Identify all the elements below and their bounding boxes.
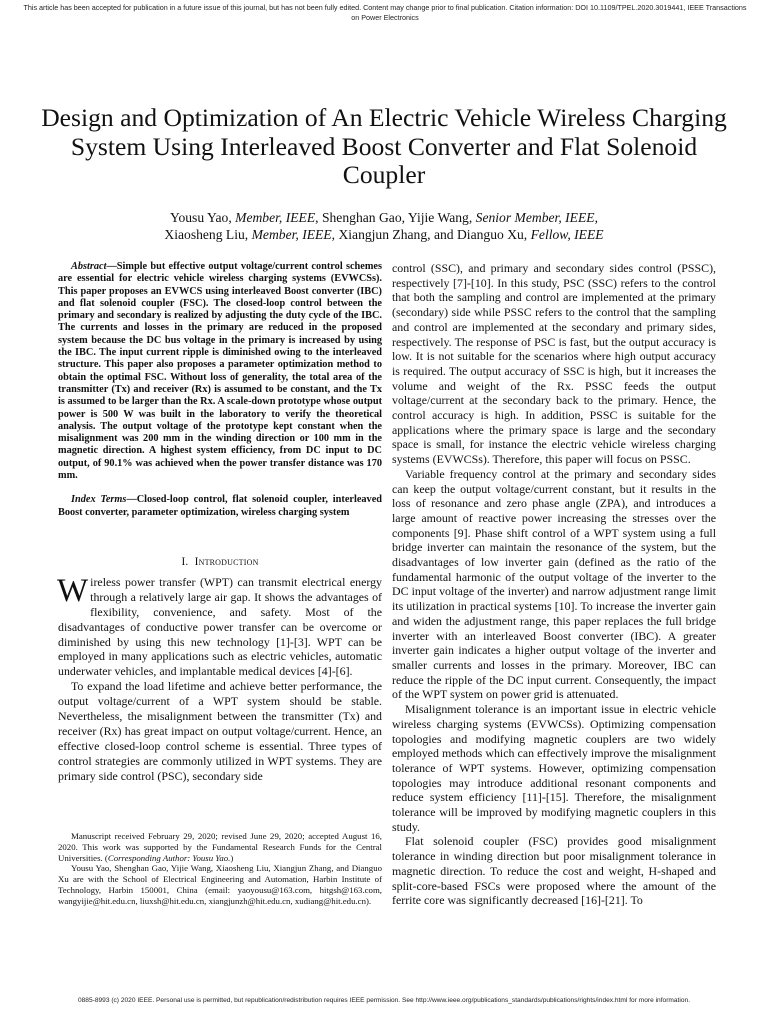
abstract-text: —Simple but effective output voltage/current control schemes are essential for electric vehicle wireless charging systems (EVWCSs). This paper proposes an EVWCS using interleaved Boost converter (IBC) and flat solenoid coupler (FSC). The closed-loop control between the primary and secondary is realized by adjusting the duty cycle of the IBC. The currents and losses in the primary are reduced in the proposed system because the DC bus voltage in the primary is increased by using the IBC. The input current ripple is diminished owing to the interleaved structure. This paper also proposes a parameter optimization method to obtain the optimal FSC. Without loss of generality, the total area of the transmitter (Tx) and receiver (Rx) is assumed to be constant, and the Tx is assumed to be larger than the Rx. A scale-down prototype whose output power is 500 W was built in the laboratory to verify the theoretical analysis. The output voltage of the prototype kept constant when the misalignment was 200 mm in the winding direction or 100 mm in the magnetic direction. A highest system efficiency, from DC input to DC output, of 90.1% was achieved when the power transfer distance was 170 mm. [58, 261, 382, 482]
footnote-text: Manuscript received February 29, 2020; revised June 29, 2020; accepted August 16, 2020. This work was supported by the Fundamental Research Funds for the Central Universities. ( [58, 831, 382, 863]
index-terms [58, 494, 382, 519]
body-paragraph-2: Variable frequency control at the primary and secondary sides can keep the output voltage/current constant, but it results in the loss of resonance and zero phase angle (ZPA), and introduces a large amount of reactive power increasing the stresses over the components [9]. Phase shift control of a WPT system using a full bridge inverter can maintain the resonance of the system, but the disadvantages of low inverter gain (defined as the ratio of the fundamental harmonic of the output voltage of the inverter to the DC input voltage of the inverter) and narrow adjustment range limit its utilization in practical systems [10]. To increase the inverter gain and widen the adjustment range, this paper replaces the full bridge inverter with an interleaved Boost converter (IBC). A greater inverter gain indicates a higher output voltage of the inverter and smaller currents and losses in the primary. Moreover, IBC can reduce the ripple of the DC input current. Consequently, the impact of the WPT system on power grid is attenuated. [392, 466, 716, 702]
author-name: Xiaosheng Liu, [164, 227, 252, 242]
author-separator: , [594, 210, 598, 225]
abstract-lead: Abstract [71, 261, 107, 272]
intro-paragraph-2: To expand the load lifetime and achieve better performance, the output voltage/current of a WPT system should be stable. Nevertheless, the misalignment between the transmitter (Tx) and receiver (Rx) has great impact on output voltage/current. Hence, an effective closed-loop control scheme is essential. Three types of control strategies are commonly utilized in WPT systems. They are primary side control (PSC), secondary side [58, 679, 382, 783]
section-title: Introduction [194, 555, 259, 568]
author-role: Member, IEEE [235, 210, 316, 225]
author-name: , Xiangjun Zhang, and Dianguo Xu, [331, 227, 531, 242]
manuscript-footnote [58, 831, 382, 863]
footnotes [58, 831, 382, 907]
footnote-text: ) [230, 852, 234, 863]
body-paragraph-1: control (SSC), and primary and secondary sides control (PSSC), respectively [7]-[10]. In this study, PSC (SSC) refers to the control that both the sampling and control are implemented at the primary (secondary) side while PSSC refers to the control that the sampling and control are implemented at the secondary and primary sides, respectively. The response of PSC is fast, but the output accuracy is low. It is not suitable for the scenarios where high output accuracy is required. The output accuracy of SSC is high, but it increases the volume and weight of the Rx. PSSC feeds the output voltage/current at the secondary back to the primary. Hence, the control accuracy is high. In addition, PSSC is suitable for the applications where the primary space is large and the secondary space is small, for instance the electric vehicle wireless charging systems (EVWCSs). Therefore, this paper will focus on PSSC. [392, 261, 716, 467]
paragraph-text: ireless power transfer (WPT) can transmit electrical energy through a relatively large air gap. It shows the advantages of flexibility, convenience, and safety. Most of the disadvantages of conductive power transfer can be overcome or diminished by using this new technology [1]-[3]. WPT can be employed in many applications such as electric vehicles, automatic underwater vehicles, and implantable medical devices [4]-[6]. [58, 574, 382, 679]
intro-paragraph-1 [57, 572, 382, 679]
right-column [392, 261, 716, 908]
corresponding-author: Corresponding Author: Yousu Yao. [107, 852, 231, 863]
paper-title: Design and Optimization of An Electric Vehicle Wireless Charging System Using Interleaved Boost Converter and Flat Solenoid Coupler [41, 103, 727, 189]
author-role: Member, IEEE [251, 227, 332, 242]
index-terms-lead: Index Terms [71, 494, 127, 506]
index-terms-text: —Closed-loop control, flat solenoid coupler, interleaved Boost converter, parameter optimization, wireless charging system [58, 494, 382, 518]
body-paragraph-3: Misalignment tolerance is an important issue in electric vehicle wireless charging systems (EVWCSs). Optimizing compensation topologies and modifying magnetic couplers are two widely employed methods which can effectively improve the misalignment tolerance of WPT systems. However, optimizing compensation topologies may introduce additional resonant components and reduce system efficiency [11]-[15]. Therefore, the misalignment tolerance will be improved by modifying magnetic couplers in this study. [392, 702, 716, 834]
author-role: Senior Member, IEEE [475, 210, 595, 225]
abstract [58, 261, 382, 482]
author-name: Yousu Yao, [170, 210, 236, 225]
left-column [58, 261, 382, 784]
drop-cap: W [57, 572, 89, 609]
author-name: , Shenghan Gao, Yijie Wang, [315, 210, 476, 225]
section-heading-introduction [58, 555, 382, 569]
body-paragraph-4: Flat solenoid coupler (FSC) provides good misalignment tolerance in winding direction but poor misalignment tolerance in magnetic direction. To reduce the cost and weight, H-shaped and split-core-based FSCs were proposed where the amount of the ferrite core was significantly decreased [16]-[21]. To [392, 834, 716, 908]
journal-header-notice: This article has been accepted for publication in a future issue of this journal, but has not been fully edited. Content may change prior to final publication. Citation information: DOI 10.1109/TPEL.2020.3019441, IEEE Transactions on Power Electronics [23, 3, 747, 22]
section-number: I. [181, 555, 189, 568]
affiliation-footnote: Yousu Yao, Shenghan Gao, Yijie Wang, Xiaosheng Liu, Xiangjun Zhang, and Dianguo Xu are with the School of Electrical Engineering and Automation, Harbin Institute of Technology, Harbin 150001, China (email: yaoyousu@163.com, hitgsh@163.com, wangyijie@hit.edu.cn, liuxsh@hit.edu.cn, xiangjunzh@hit.edu.cn, xudiang@hit.edu.cn). [58, 863, 382, 906]
author-role: Fellow, IEEE [530, 227, 604, 242]
copyright-footer: 0885-8993 (c) 2020 IEEE. Personal use is permitted, but republication/redistribution requires IEEE permission. See http://www.ieee.org/publications_standards/publications/rights/index.html for more information. [77, 997, 691, 1004]
author-list [40, 209, 728, 243]
